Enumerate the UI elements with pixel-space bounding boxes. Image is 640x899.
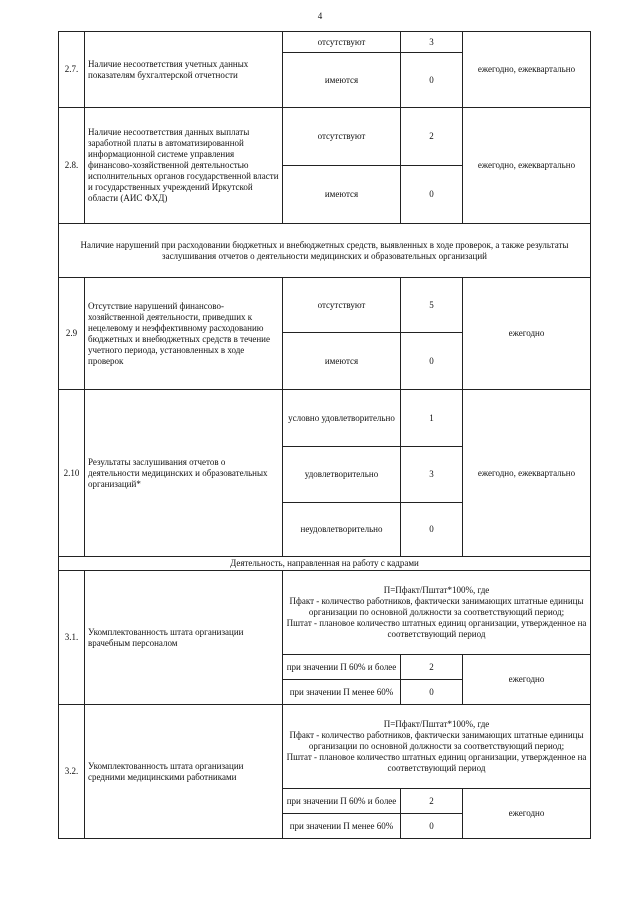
criterion-text: Укомплектованность штата организации врачебным персоналом (85, 571, 283, 705)
condition-cell: при значении П 60% и более (283, 655, 401, 680)
table-row (59, 32, 591, 53)
condition-cell: отсутствуют (283, 278, 401, 333)
section-header-row (59, 557, 591, 571)
condition-cell: при значении П менее 60% (283, 814, 401, 839)
row-number: 3.1. (59, 571, 85, 705)
score-cell: 5 (401, 278, 463, 333)
score-cell: 0 (401, 166, 463, 224)
score-cell: 0 (401, 680, 463, 705)
criterion-text: Отсутствие нарушений финансово-хозяйственной деятельности, приведших к нецелевому и неэффективному расходованию бюджетных и внебюджетных средств в течение учетного периода, установленных в ходе проверок (85, 278, 283, 390)
criterion-text: Укомплектованность штата организации средними медицинскими работниками (85, 705, 283, 839)
page-number: 4 (317, 11, 323, 21)
formula-cell (283, 705, 591, 789)
formula-desc-fact: Пфакт - количество работников, фактически занимающих штатные единицы организации по основной должности за соответствующий период; (289, 730, 584, 751)
section-header-row (59, 224, 591, 278)
criterion-text: Наличие несоответствия данных выплаты заработной платы в автоматизированной информационной системе управления финансово-хозяйственной деятельностью исполнительных органов государственной власти и государственных учреждений Иркутской области (АИС ФХД) (85, 108, 283, 224)
formula-desc-fact: Пфакт - количество работников, фактически занимающих штатные единицы организации по основной должности за соответствующий период; (289, 596, 584, 617)
period-cell: ежегодно (463, 278, 591, 390)
formula-desc-plan: Пштат - плановое количество штатных единиц организации, утвержденное на соответствующий период (286, 618, 587, 639)
row-number: 2.9 (59, 278, 85, 390)
condition-cell: имеются (283, 166, 401, 224)
period-cell: ежегодно, ежеквартально (463, 390, 591, 557)
criterion-text: Результаты заслушивания отчетов о деятельности медицинских и образовательных организаций* (85, 390, 283, 557)
period-cell: ежегодно (463, 789, 591, 839)
condition-cell: при значении П менее 60% (283, 680, 401, 705)
row-number: 2.7. (59, 32, 85, 108)
condition-cell: отсутствуют (283, 108, 401, 166)
formula-cell (283, 571, 591, 655)
formula-text: П=Пфакт/Пштат*100%, где (383, 719, 490, 729)
table-row (59, 108, 591, 166)
condition-cell: условно удовлетворительно (283, 390, 401, 447)
period-cell: ежегодно (463, 655, 591, 705)
condition-cell: при значении П 60% и более (283, 789, 401, 814)
formula-text: П=Пфакт/Пштат*100%, где (383, 585, 490, 595)
score-cell: 2 (401, 789, 463, 814)
condition-cell: имеются (283, 333, 401, 390)
row-number: 2.10 (59, 390, 85, 557)
condition-cell: неудовлетворительно (283, 503, 401, 557)
section-header: Деятельность, направленная на работу с кадрами (59, 557, 591, 571)
score-cell: 0 (401, 333, 463, 390)
table-row (59, 278, 591, 333)
period-cell: ежегодно, ежеквартально (463, 32, 591, 108)
table-row (59, 571, 591, 655)
condition-cell: отсутствуют (283, 32, 401, 53)
score-cell: 2 (401, 655, 463, 680)
score-cell: 2 (401, 108, 463, 166)
criterion-text: Наличие несоответствия учетных данных показателям бухгалтерской отчетности (85, 32, 283, 108)
section-header: Наличие нарушений при расходовании бюджетных и внебюджетных средств, выявленных в ходе проверок, а также результаты заслушивания отчетов о деятельности медицинских и образовательных организаций (59, 224, 591, 278)
row-number: 2.8. (59, 108, 85, 224)
score-cell: 0 (401, 814, 463, 839)
score-cell: 3 (401, 32, 463, 53)
row-number: 3.2. (59, 705, 85, 839)
score-cell: 1 (401, 390, 463, 447)
table-row (59, 705, 591, 789)
score-cell: 3 (401, 447, 463, 503)
condition-cell: удовлетворительно (283, 447, 401, 503)
condition-cell: имеются (283, 53, 401, 108)
table-row (59, 390, 591, 447)
score-cell: 0 (401, 503, 463, 557)
score-cell: 0 (401, 53, 463, 108)
formula-desc-plan: Пштат - плановое количество штатных единиц организации, утвержденное на соответствующий период (286, 752, 587, 773)
criteria-table (58, 31, 591, 839)
period-cell: ежегодно, ежеквартально (463, 108, 591, 224)
